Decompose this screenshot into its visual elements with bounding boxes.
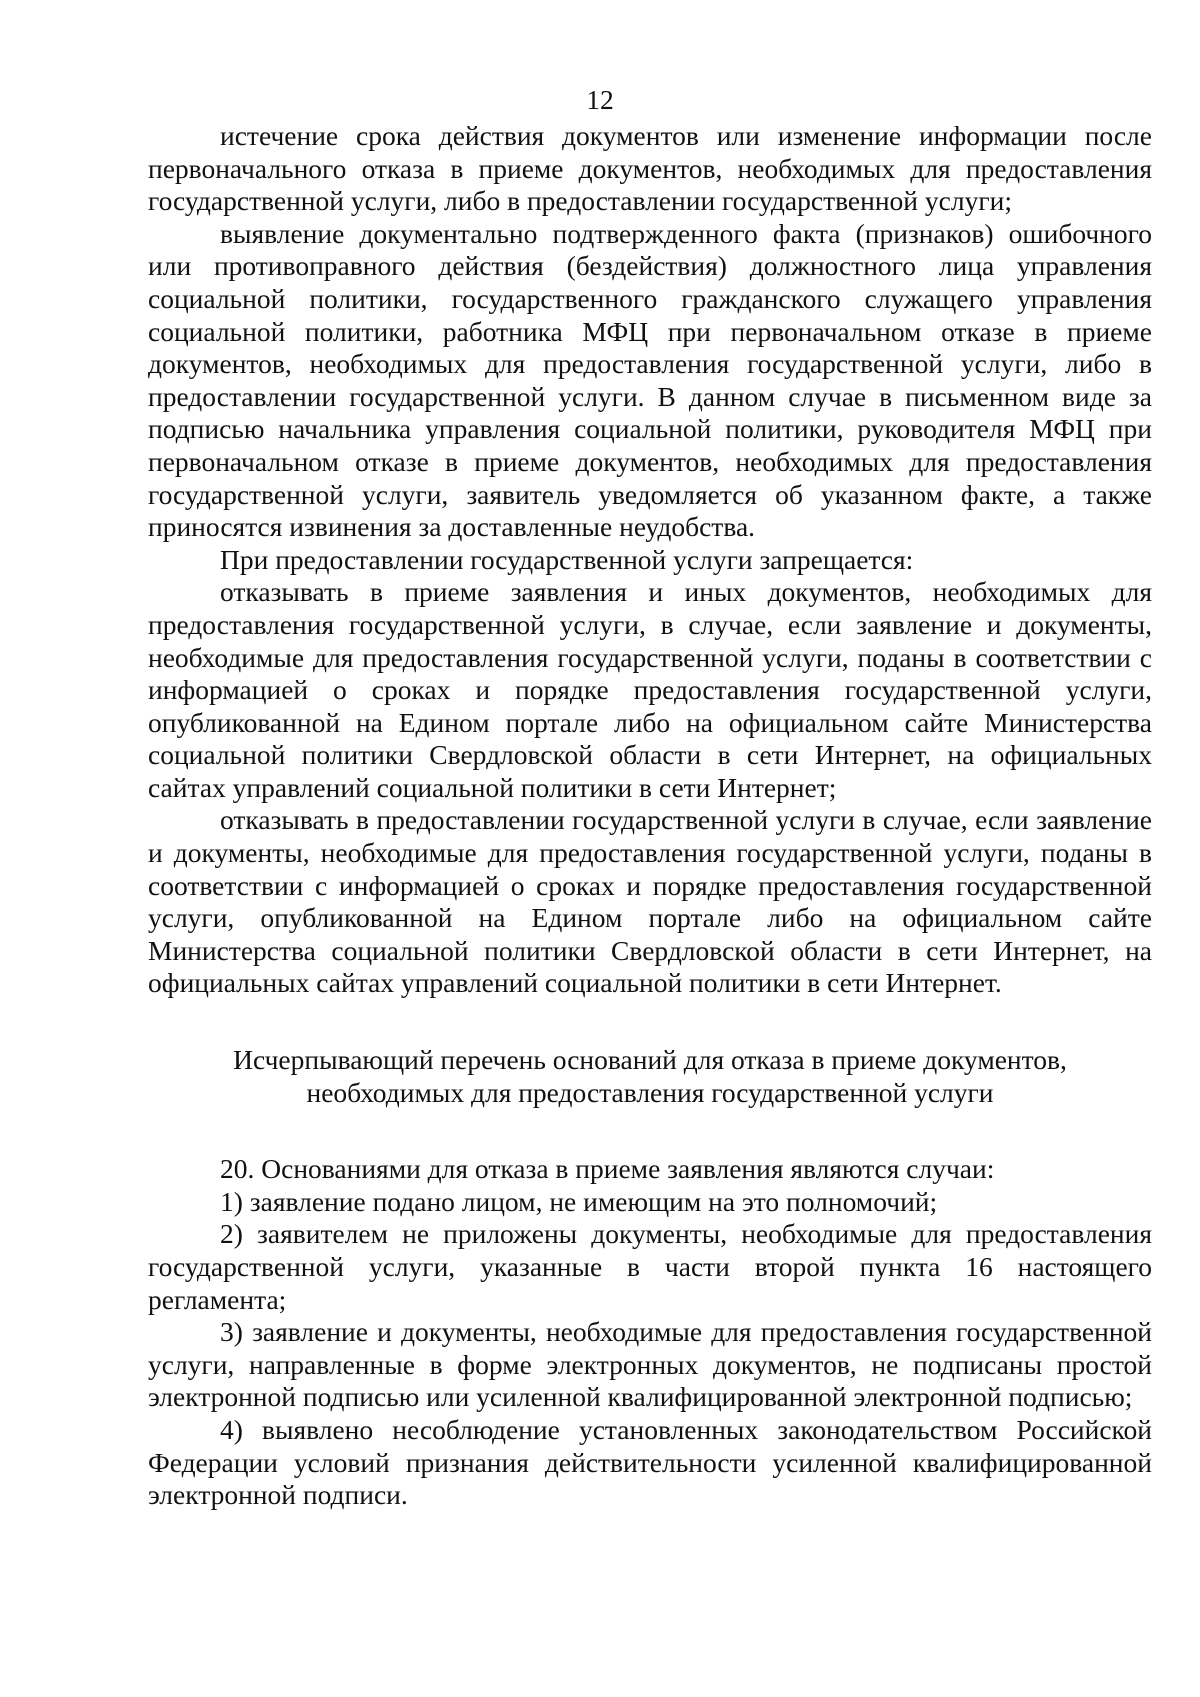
section-heading — [148, 1044, 1152, 1109]
paragraph-prohibition-refuse-acceptance: отказывать в приеме заявления и иных документов, необходимых для предоставления государственной услуги, в случае, если заявление и документы, необходимые для предоставления государственной услуги, поданы в соответствии с информацией о сроках и порядке предоставления государственной услуги, опубликованной на Едином портале либо на официальном сайте Министерства социальной политики Свердловской области в сети Интернет, на официальных сайтах управлений социальной политики в сети Интернет; — [148, 576, 1152, 803]
paragraph-prohibition-refuse-service: отказывать в предоставлении государственной услуги в случае, если заявление и документы, необходимые для предоставления государственной услуги, поданы в соответствии с информацией о сроках и порядке предоставления государственной услуги, опубликованной на Едином портале либо на официальном сайте Министерства социальной политики Свердловской области в сети Интернет, на официальных сайтах управлений социальной политики в сети Интернет. — [148, 804, 1152, 999]
paragraph-prohibitions-intro: При предоставлении государственной услуги запрещается: — [220, 543, 914, 575]
page-number: 12 — [586, 84, 614, 115]
paragraph-subitem-1: 1) заявление подано лицом, не имеющим на это полномочий; — [220, 1185, 938, 1217]
document-body — [148, 120, 1152, 1512]
section-heading-line-2: необходимых для предоставления государственной услуги — [306, 1076, 994, 1108]
paragraph-subitem-4: 4) выявлено несоблюдение установленных законодательством Российской Федерации условий признания действительности усиленной квалифицированной электронной подписи. — [148, 1413, 1152, 1511]
paragraph-error-detection: выявление документально подтвержденного факта (признаков) ошибочного или противоправного действия (бездействия) должностного лица управления социальной политики, государственного гражданского служащего управления социальной политики, работника МФЦ при первоначальном отказе в приеме документов, необходимых для предоставления государственной услуги, либо в предоставлении государственной услуги. В данном случае в письменном виде за подписью начальника управления социальной политики, руководителя МФЦ при первоначальном отказе в приеме документов, необходимых для предоставления государственной услуги, заявитель уведомляется об указанном факте, а также приносятся извинения за доставленные неудобства. — [148, 217, 1152, 543]
paragraph-subitem-2: 2) заявителем не приложены документы, необходимые для предоставления государственной услуги, указанные в части второй пункта 16 настоящего регламента; — [148, 1218, 1152, 1315]
paragraph-item-20: 20. Основаниями для отказа в приеме заявления являются случаи: — [220, 1153, 995, 1185]
paragraph-subitem-3: 3) заявление и документы, необходимые для предоставления государственной услуги, направленные в форме электронных документов, не подписаны простой электронной подписью или усиленной квалифицированной электронной подписью; — [148, 1316, 1152, 1413]
paragraph-document-expiry: истечение срока действия документов или изменение информации после первоначального отказа в приеме документов, необходимых для предоставления государственной услуги, либо в предоставлении государственной услуги; — [148, 120, 1152, 217]
section-heading-line-1: Исчерпывающий перечень оснований для отказа в приеме документов, — [233, 1044, 1067, 1076]
